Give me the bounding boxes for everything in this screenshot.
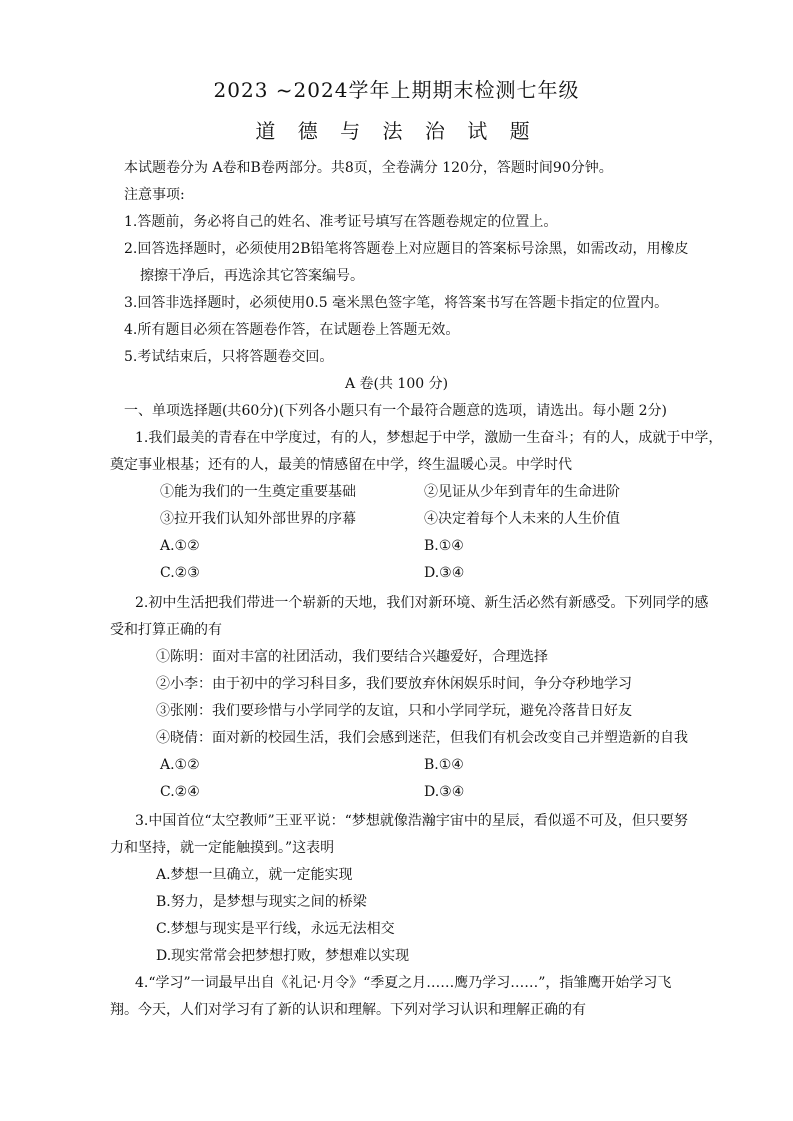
q3-option-c: C.梦想与现实是平行线，永远无法相交 [156,921,395,937]
part-one-heading: 一、单项选择题(共60分)(下列各小题只有一个最符合题意的选项，请选出。每小题 2分) [124,403,668,419]
q2-statement-1: ①陈明：面对丰富的社团活动，我们要结合兴趣爱好，合理选择 [156,649,548,665]
q3-option-d: D.现实常常会把梦想打败，梦想难以实现 [156,948,410,964]
q1-stem: 1.我们最美的青春在中学度过，有的人，梦想起于中学，激励一生奋斗；有的人，成就于中学， [135,430,723,446]
q1-option-a: A.①② [160,538,200,554]
q1-statement-2: ②见证从少年到青年的生命进阶 [424,484,620,500]
q3-option-b: B.努力，是梦想与现实之间的桥梁 [156,894,367,910]
q1-option-b: B.①④ [424,538,464,554]
notice-item: 3.回答非选择题时，必须使用0.5 毫米黑色签字笔，将答案书写在答题卡指定的位置内。 [124,295,669,311]
notice-item: 2.回答选择题时，必须使用2B铅笔将答题卷上对应题目的答案标号涂黑，如需改动，用橡皮 [124,241,689,257]
notice-item: 4.所有题目必须在答题卷作答，在试题卷上答题无效。 [124,322,460,338]
section-a-heading: A 卷(共 100 分) [344,376,449,392]
q3-stem: 3.中国首位“太空教师”王亚平说：“梦想就像浩瀚宇宙中的星辰，看似遥不可及，但只要努 [135,813,688,829]
exam-title: 2023 ~2024学年上期期末检测七年级 [213,78,580,102]
q2-statement-4: ④晓倩：面对新的校园生活，我们会感到迷茫，但我们有机会改变自己并塑造新的自我 [156,730,688,746]
q1-option-c: C.②③ [160,565,200,581]
q4-stem-continued: 翔。今天，人们对学习有了新的认识和理解。下列对学习认识和理解正确的有 [110,1002,586,1018]
q1-statement-4: ④决定着每个人未来的人生价值 [424,511,620,527]
q3-stem-continued: 力和坚持，就一定能触摸到。”这表明 [110,840,335,856]
notice-title: 注意事项: [124,187,185,203]
q1-statement-1: ①能为我们的一生奠定重要基础 [160,484,356,500]
q2-statement-3: ③张刚：我们要珍惜与小学同学的友谊，只和小学同学玩，避免冷落昔日好友 [156,703,632,719]
q2-option-a: A.①② [160,757,200,773]
notice-item: 5.考试结束后，只将答题卷交回。 [124,349,334,365]
exam-subject-title: 道 德 与 法 治 试 题 [255,119,538,143]
q3-option-a: A.梦想一旦确立，就一定能实现 [156,867,353,883]
q2-option-b: B.①④ [424,757,464,773]
intro-line: 本试题卷分为 A卷和B卷两部分。共8页，全卷满分 120分，答题时间90分钟。 [124,160,613,176]
q2-stem-continued: 受和打算正确的有 [110,622,222,638]
q2-stem: 2.初中生活把我们带进一个崭新的天地，我们对新环境、新生活必然有新感受。下列同学的感 [135,595,709,611]
q1-statement-3: ③拉开我们认知外部世界的序幕 [160,511,356,527]
q1-option-d: D.③④ [424,565,465,581]
q2-statement-2: ②小李：由于初中的学习科目多，我们要放弃休闲娱乐时间，争分夺秒地学习 [156,676,632,692]
q2-option-c: C.②④ [160,784,200,800]
notice-item: 1.答题前，务必将自己的姓名、准考证号填写在答题卷规定的位置上。 [124,214,558,230]
q4-stem: 4.“学习”一词最早出自《礼记·月令》“季夏之月……鹰乃学习……”，指雏鹰开始学习飞 [135,975,672,991]
notice-item-continued: 擦擦干净后，再选涂其它答案编号。 [140,268,364,284]
q2-option-d: D.③④ [424,784,465,800]
q1-stem-continued: 奠定事业根基；还有的人，最美的情感留在中学，终生温暖心灵。中学时代 [110,457,572,473]
